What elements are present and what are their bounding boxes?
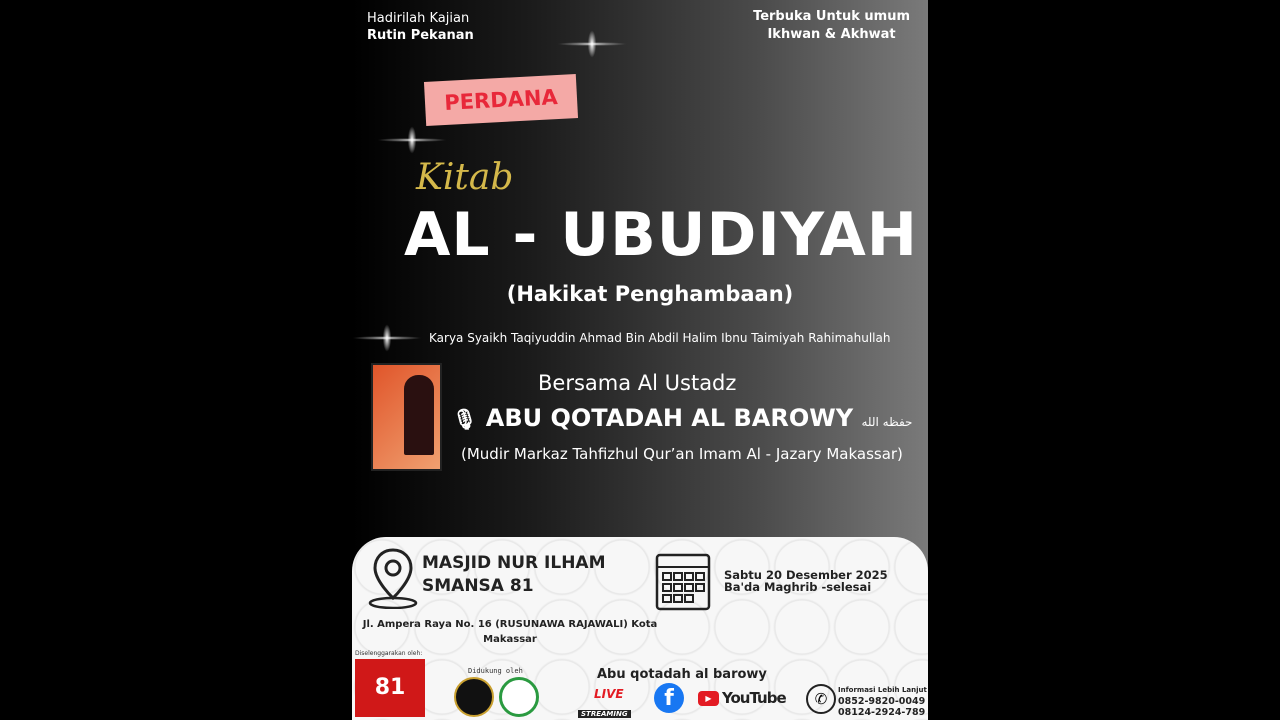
microphone-icon: 🎙 [452, 407, 478, 431]
venue-name-line1: MASJID NUR ILHAM [422, 553, 606, 573]
header-right [753, 9, 910, 42]
live-streaming-badge [578, 687, 638, 718]
speaker-name: ABU QOTADAH AL BAROWY [485, 404, 854, 432]
organizer-label: Diselenggarakan oleh: [355, 650, 423, 657]
contact-phone-2: 08124-2924-789 [838, 707, 926, 718]
whatsapp-phone-icon: ✆ [806, 684, 836, 714]
calendar-icon [654, 549, 712, 613]
header-left-line2: Rutin Pekanan [367, 28, 474, 43]
contact-info [838, 685, 927, 718]
schedule [724, 569, 888, 593]
venue-name [422, 552, 606, 598]
youtube-play-icon: ▶ [698, 691, 719, 706]
perdana-tag: PERDANA [424, 74, 578, 126]
event-date: Sabtu 20 Desember 2025 [724, 568, 888, 582]
support-label: Didukung oleh [468, 667, 523, 675]
event-details-panel [352, 537, 928, 720]
supporter-logo-2 [499, 677, 539, 717]
speaker-role: (Mudir Markaz Tahfizhul Qur’an Imam Al - Jazary Makassar) [461, 445, 903, 463]
header-right-line1: Terbuka Untuk umum [753, 9, 910, 24]
kitab-label: Kitab [416, 157, 514, 198]
speaker-honorific: حفظه الله [861, 415, 913, 429]
contact-phone-1: 0852-9820-0049 [838, 696, 926, 707]
youtube-label: YouTube [722, 689, 786, 707]
channel-name: Abu qotadah al barowy [597, 667, 767, 682]
header-right-line2: Ikhwan & Akhwat [767, 27, 896, 42]
live-label: LIVE [594, 687, 624, 701]
organizer-logo: 81 [355, 659, 425, 717]
speaker-intro: Bersama Al Ustadz [538, 371, 737, 395]
speaker-name-row [452, 404, 912, 432]
book-title: AL - UBUDIYAH [404, 200, 919, 270]
contact-label: Informasi Lebih Lanjut [838, 686, 927, 694]
header-left-line1: Hadirilah Kajian [367, 11, 470, 26]
venue-address: Jl. Ampera Raya No. 16 (RUSUNAWA RAJAWALI) Kota Makassar [362, 619, 658, 645]
facebook-icon: f [654, 683, 684, 713]
event-poster [352, 0, 928, 720]
location-pin-icon [368, 547, 418, 609]
book-subtitle: (Hakikat Penghambaan) [506, 282, 794, 306]
author-line: Karya Syaikh Taqiyuddin Ahmad Bin Abdil Halim Ibnu Taimiyah Rahimahullah [429, 331, 891, 345]
header-left [367, 11, 474, 43]
book-cover-image [371, 363, 442, 471]
streaming-label: STREAMING [578, 710, 631, 718]
venue-name-line2: SMANSA 81 [422, 576, 534, 596]
event-time: Ba'da Maghrib -selesai [724, 580, 872, 594]
supporter-logo-1 [454, 677, 494, 717]
youtube-logo [698, 689, 786, 707]
